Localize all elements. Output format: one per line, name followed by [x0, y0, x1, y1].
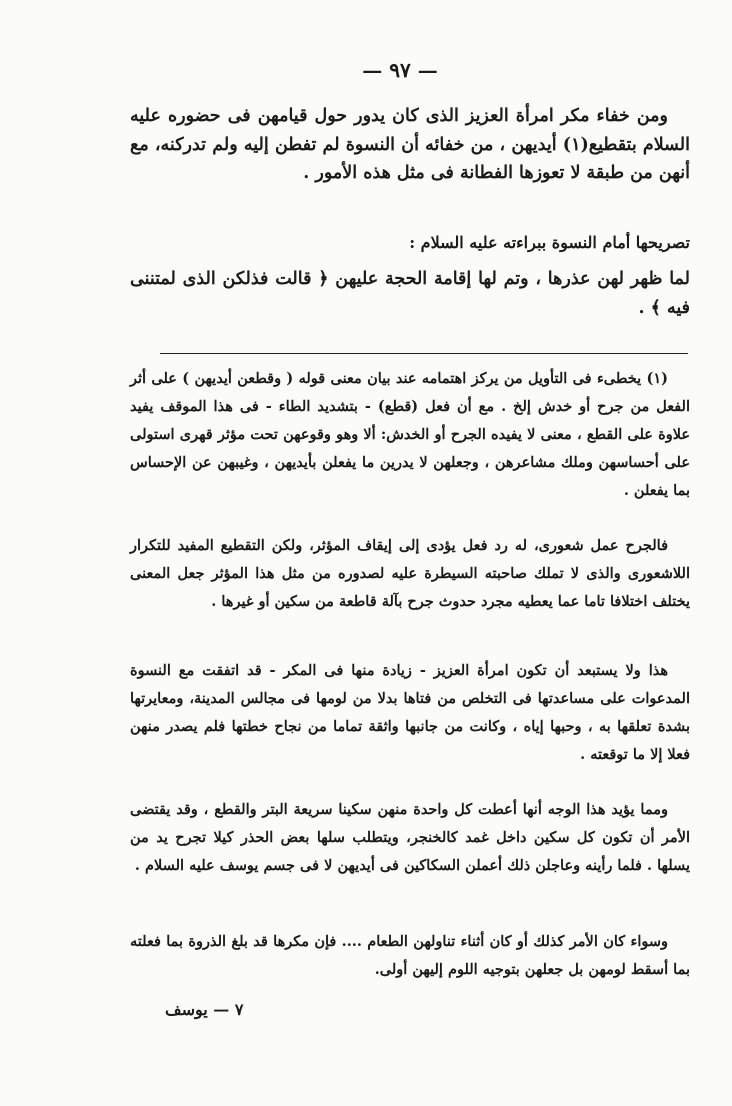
footnote-paragraph-1: (١) يخطىء فى التأويل من يركز اهتمامه عند بيان معنى قوله ( وقطعن أيديهن ) على أثر الفعل من جرح أو خدش إلخ . مع أن فعل (قطع) - بتشديد الطاء - فى هذا الموقف يفيد علاوة على القطع ، معنى لا يفيده الجرح أو الخدش: ألا وهو وقوعهن تحت مؤثر قهرى استولى على أحساسهن وملك مشاعرهن ، وجعلهن لا يدرين ما يفعلن بأيديهن ، وغيبهن عن الإحساس بما يفعلن . — [130, 370, 690, 499]
footnote-paragraph-5: وسواء كان الأمر كذلك أو كان أثناء تناولهن الطعام .... فإن مكرها قد بلغ الذروة بما فعلته بما أسقط لومهن بل جعلهن بتوجيه اللوم إليهن أولى. — [130, 933, 690, 978]
footnote-separator — [160, 353, 688, 354]
signature-mark: ٧ — يوسف — [165, 1000, 244, 1019]
footnote-paragraph-3: هذا ولا يستبعد أن تكون امرأة العزيز - زيادة منها فى المكر - قد اتفقت مع النسوة المدعوات على مساعدتها فى التخلص من فتاها بدلا من لومها فى مجالس المدينة، ومعايرتها بشدة تعلقها به ، وحبها إياه ، وكانت من جانبها واثقة تماما من نجاح خطتها فلم يصدر منهن فعلا إلا ما توقعته . — [130, 662, 690, 763]
page-number: — ٩٧ — — [362, 58, 438, 82]
section-paragraph: لما ظهر لهن عذرها ، وتم لها إقامة الحجة عليهن ﴿ قالت فذلكن الذى لمتننى فيه ﴾ . — [130, 269, 690, 318]
footnote-paragraph-4: ومما يؤيد هذا الوجه أنها أعطت كل واحدة منهن سكينا سريعة البتر والقطع ، وقد يقتضى الأمر أن تكون كل سكين داخل غمد كالخنجر، ويتطلب سلها بعض الحذر كيلا تجرح يد من يسلها . فلما رأينه وعاجلن ذلك أعملن السكاكين فى أيديهن لا فى جسم يوسف عليه السلام . — [130, 801, 690, 874]
intro-paragraph: ومن خفاء مكر امرأة العزيز الذى كان يدور حول قيامهن فى حضوره عليه السلام بتقطيع(١) أيديهن ، من خفائه أن النسوة لم تفطن إليه ولم تدركنه، مع أنهن من طبقة لا تعوزها الفطانة فى مثل هذه الأمور . — [130, 106, 690, 183]
footnote-paragraph-2: فالجرح عمل شعورى، له رد فعل يؤدى إلى إيقاف المؤثر، ولكن التقطيع المفيد للتكرار اللاشعورى والذى لا تملك صاحبته السيطرة عليه لصدوره من مثل هذا المؤثر جعل المعنى يختلف اختلافا تاما عما يعطيه مجرد حدوث جرح بآلة قاطعة من سكين أو غيرها . — [130, 537, 690, 610]
section-heading: تصريحها أمام النسوة ببراءته عليه السلام : — [409, 233, 690, 252]
